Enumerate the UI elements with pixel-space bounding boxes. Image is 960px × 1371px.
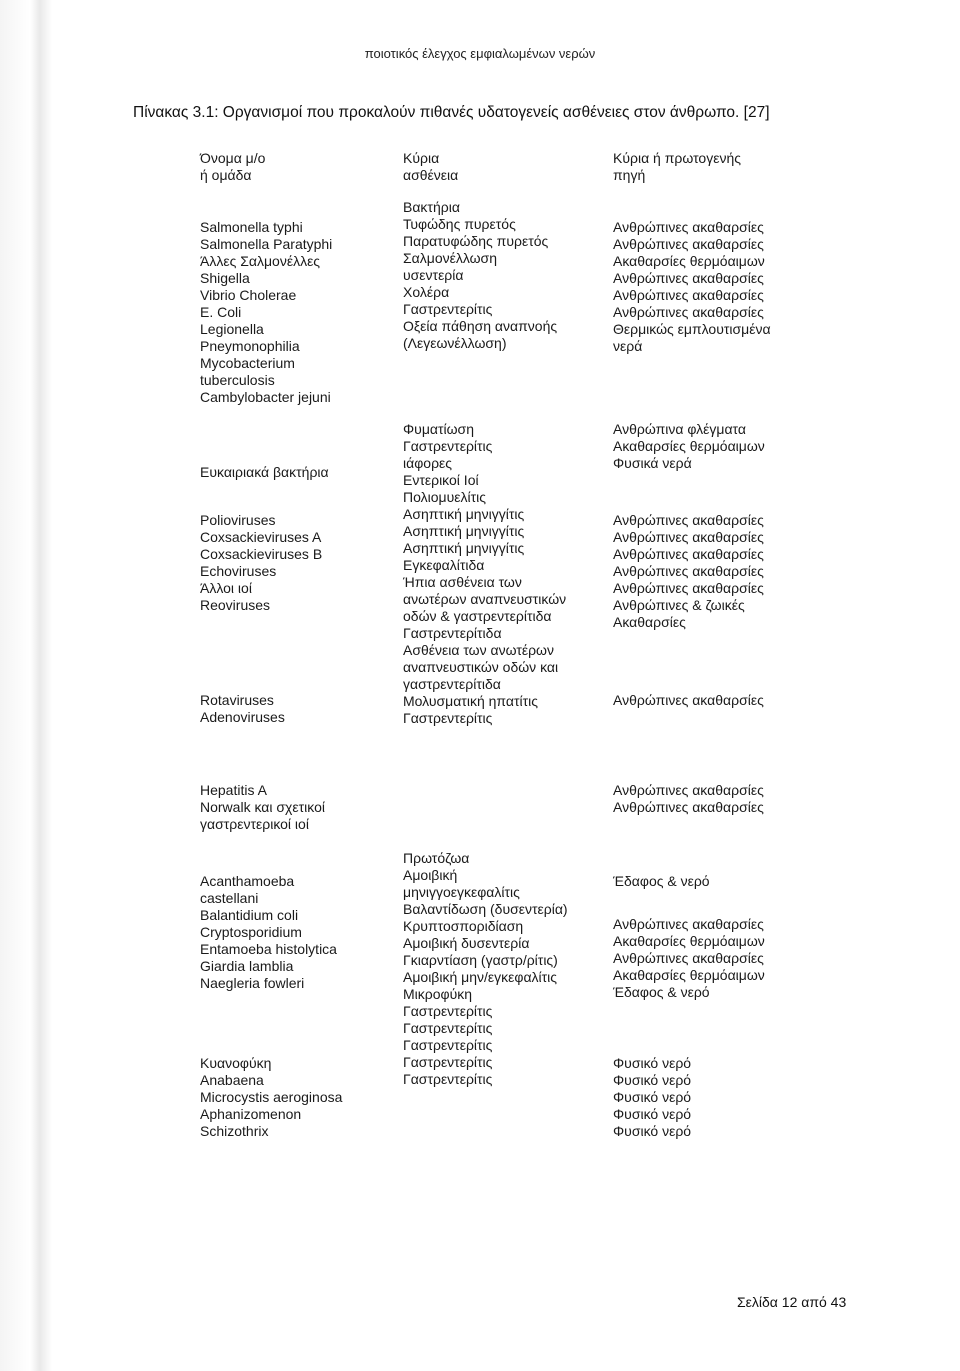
table-cell-line: Microcystis aeroginosa	[200, 1089, 343, 1105]
table-cell-line: Έδαφος & νερό	[613, 873, 710, 889]
table-cell-line: Πολιομυελίτις	[403, 489, 486, 505]
virus-organisms-b	[200, 692, 285, 726]
table-cell-line: Άλλοι ιοί	[200, 580, 252, 596]
table-cell-line: E. Coli	[200, 304, 242, 320]
table-cell-line: Cryptosporidium	[200, 924, 302, 940]
table-cell-line: Γαστρεντερίτις	[403, 1054, 493, 1070]
table-cell-line: Όνομα μ/ο	[200, 150, 266, 166]
table-cell-line: Schizothrix	[200, 1123, 269, 1139]
table-cell-line: γαστρεντερίτιδα	[403, 676, 501, 692]
table-cell-line: Legionella	[200, 321, 264, 337]
table-cell-line: Salmonella typhi	[200, 219, 303, 235]
table-cell-line: Χολέρα	[403, 284, 450, 300]
table-cell-line: Μολυσματική ηπατίτις	[403, 693, 538, 709]
table-cell-line: Θερμικώς εμπλουτισμένα	[613, 321, 771, 337]
table-cell-line: Παρατυφώδης πυρετός	[403, 233, 549, 249]
table-cell-line: Aphanizomenon	[200, 1106, 302, 1122]
algae-organisms	[200, 1055, 342, 1140]
table-cell-line: Οξεία πάθηση αναπνοής	[403, 318, 558, 334]
table-cell-line: μηνιγγοεγκεφαλίτις	[403, 884, 520, 900]
table-cell-line: Ασηπτική μηνιγγίτις	[403, 523, 525, 539]
protozoa-sources-a	[613, 873, 710, 890]
table-cell-line: Αμοιβική μην/εγκεφαλίτις	[403, 969, 558, 985]
virus-organisms-c	[200, 782, 325, 833]
table-cell-line: Ανθρώπινες ακαθαρσίες	[613, 916, 764, 932]
table-cell-line: Πρωτόζωα	[403, 850, 470, 866]
table-cell-line: Anabaena	[200, 1072, 264, 1088]
table-cell-line: Φυσικό νερό	[613, 1072, 692, 1088]
virus-sources-c	[613, 782, 764, 816]
table-cell-line: Ανθρώπινες ακαθαρσίες	[613, 546, 764, 562]
table-cell-line: Ασηπτική μηνιγγίτις	[403, 506, 525, 522]
table-cell-line: Φυσικό νερό	[613, 1055, 692, 1071]
bacteria-sources	[613, 219, 771, 355]
table-cell-line: πηγή	[613, 167, 646, 183]
table-cell-line: Balantidium coli	[200, 907, 299, 923]
opportunistic-diseases	[403, 421, 566, 727]
table-cell-line: Γαστρεντερίτις	[403, 1003, 493, 1019]
table-cell-line: Ασθένεια των ανωτέρων	[403, 642, 554, 658]
table-cell-line: Ακαθαρσίες θερμόαιμων	[613, 438, 765, 454]
table-cell-line: ασθένεια	[403, 167, 459, 183]
table-cell-line: Γαστρεντερίτις	[403, 301, 493, 317]
table-cell-line: Φυσικό νερό	[613, 1089, 692, 1105]
table-cell-line: Ανθρώπινες ακαθαρσίες	[613, 782, 764, 798]
running-header: ποιοτικός έλεγχος εμφιαλωμένων νερών	[364, 46, 596, 61]
table-cell-line: Κρυπτοσποριδίαση	[403, 918, 524, 934]
protozoa-organisms	[200, 873, 337, 992]
table-cell-line: Βαλαντίδωση (δυσεντερία)	[403, 901, 568, 917]
table-cell-line: αναπνευστικών οδών και	[403, 659, 559, 675]
table-cell-line: Τυφώδης πυρετός	[403, 216, 516, 232]
table-cell-line: Γαστρεντερίτις	[403, 1037, 493, 1053]
table-cell-line: Naegleria fowleri	[200, 975, 305, 991]
table-cell-line: ή ομάδα	[200, 167, 252, 183]
opportunistic-sources-b	[613, 512, 764, 631]
table-cell-line: Εγκεφαλίτιδα	[403, 557, 485, 573]
table-cell-line: Entamoeba histolytica	[200, 941, 337, 957]
page-number: Σελίδα 12 από 43	[737, 1294, 847, 1310]
table-cell-line: νερά	[613, 338, 643, 354]
table-cell-line: Άλλες Σαλμονέλλες	[200, 253, 321, 269]
table-cell-line: Echoviruses	[200, 563, 277, 579]
table-cell-line: tuberculosis	[200, 372, 275, 388]
table-cell-line: Φυματίωση	[403, 421, 474, 437]
bacteria-diseases	[403, 199, 557, 352]
table-cell-line: Rotaviruses	[200, 692, 274, 708]
table-cell-line: Reoviruses	[200, 597, 271, 613]
table-cell-line: Ανθρώπινες ακαθαρσίες	[613, 529, 764, 545]
table-cell-line: Ανθρώπινες ακαθαρσίες	[613, 580, 764, 596]
table-cell-line: Coxsackieviruses A	[200, 529, 322, 545]
table-cell-line: Ανθρώπινες ακαθαρσίες	[613, 563, 764, 579]
table-cell-line: ανωτέρων αναπνευστικών	[403, 591, 567, 607]
table-cell-line: Σαλμονέλλωση	[403, 250, 497, 266]
table-cell-line: Ανθρώπινες & ζωικές	[613, 597, 745, 613]
scan-edge-shadow	[0, 0, 58, 1371]
table-cell-line: Γαστρεντερίτιδα	[403, 625, 502, 641]
table-cell-line: Ακαθαρσίες	[613, 614, 686, 630]
table-cell-line: Γκιαρντίαση (γαστρ/ρίτις)	[403, 952, 558, 968]
table-cell-line: Ανθρώπινες ακαθαρσίες	[613, 236, 764, 252]
table-cell-line: Ανθρώπινες ακαθαρσίες	[613, 304, 764, 320]
table-cell-line: Adenoviruses	[200, 709, 285, 725]
table-cell-line: Pneymonophilia	[200, 338, 300, 354]
table-cell-line: Shigella	[200, 270, 250, 286]
table-cell-line: Έδαφος & νερό	[613, 984, 710, 1000]
table-cell-line: Giardia lamblia	[200, 958, 294, 974]
header-disease	[403, 150, 458, 184]
protozoa-diseases	[403, 850, 568, 1088]
table-cell-line: (Λεγεωνέλλωση)	[403, 335, 507, 351]
table-cell-line: Μικροφύκη	[403, 986, 473, 1002]
opportunistic-organisms	[200, 464, 329, 481]
table-cell-line: Γαστρεντερίτις	[403, 710, 493, 726]
header-source	[613, 150, 741, 184]
table-cell-line: υσεντερία	[403, 267, 464, 283]
algae-sources	[613, 1055, 691, 1140]
opportunistic-sources-c	[613, 692, 764, 709]
table-cell-line: Ανθρώπινες ακαθαρσίες	[613, 512, 764, 528]
table-cell-line: Κυανοφύκη	[200, 1055, 272, 1071]
table-cell-line: Ανθρώπινες ακαθαρσίες	[613, 950, 764, 966]
table-cell-line: Κύρια ή πρωτογενής	[613, 150, 741, 166]
table-cell-line: Γαστρεντερίτις	[403, 438, 493, 454]
virus-organisms-a	[200, 512, 322, 614]
table-cell-line: Ανθρώπινες ακαθαρσίες	[613, 219, 764, 235]
table-cell-line: Ασηπτική μηνιγγίτις	[403, 540, 525, 556]
table-cell-line: Norwalk και σχετικοί	[200, 799, 325, 815]
table-cell-line: Φυσικό νερό	[613, 1106, 692, 1122]
table-cell-line: Ευκαιριακά βακτήρια	[200, 464, 329, 480]
table-cell-line: Ανθρώπινα φλέγματα	[613, 421, 746, 437]
table-cell-line: γαστρεντερικοί ιοί	[200, 816, 309, 832]
table-cell-line: castellani	[200, 890, 259, 906]
table-cell-line: Ακαθαρσίες θερμόαιμων	[613, 967, 765, 983]
table-cell-line: οδών & γαστρεντερίτιδα	[403, 608, 552, 624]
protozoa-sources-b	[613, 916, 765, 1001]
table-cell-line: Ανθρώπινες ακαθαρσίες	[613, 692, 764, 708]
table-cell-line: Αμοιβική δυσεντερία	[403, 935, 530, 951]
table-cell-line: Γαστρεντερίτις	[403, 1020, 493, 1036]
table-cell-line: Φυσικό νερό	[613, 1123, 692, 1139]
opportunistic-sources-a	[613, 421, 765, 472]
table-cell-line: Ανθρώπινες ακαθαρσίες	[613, 799, 764, 815]
table-cell-line: Vibrio Cholerae	[200, 287, 297, 303]
bacteria-organisms	[200, 219, 332, 406]
table-cell-line: Salmonella Paratyphi	[200, 236, 333, 252]
table-cell-line: Κύρια	[403, 150, 440, 166]
table-cell-line: Αμοιβική	[403, 867, 458, 883]
table-cell-line: Hepatitis A	[200, 782, 267, 798]
table-cell-line: Ανθρώπινες ακαθαρσίες	[613, 287, 764, 303]
header-organism	[200, 150, 265, 184]
table-cell-line: Γαστρεντερίτις	[403, 1071, 493, 1087]
table-cell-line: Mycobacterium	[200, 355, 295, 371]
table-cell-line: Ήπια ασθένεια των	[403, 574, 522, 590]
table-caption: Πίνακας 3.1: Οργανισμοί που προκαλούν πιθανές υδατογενείς ασθένειες στον άνθρωπο. [27]	[133, 104, 770, 121]
table-cell-line: Ανθρώπινες ακαθαρσίες	[613, 270, 764, 286]
table-cell-line: Cambylobacter jejuni	[200, 389, 331, 405]
table-cell-line: ιάφορες	[403, 455, 453, 471]
table-cell-line: Φυσικά νερά	[613, 455, 692, 471]
table-cell-line: Ακαθαρσίες θερμόαιμων	[613, 253, 765, 269]
table-cell-line: Coxsackieviruses B	[200, 546, 323, 562]
table-cell-line: Εντερικοί Ιοί	[403, 472, 479, 488]
table-cell-line: Polioviruses	[200, 512, 276, 528]
table-cell-line: Βακτήρια	[403, 199, 460, 215]
table-cell-line: Ακαθαρσίες θερμόαιμων	[613, 933, 765, 949]
table-cell-line: Acanthamoeba	[200, 873, 295, 889]
